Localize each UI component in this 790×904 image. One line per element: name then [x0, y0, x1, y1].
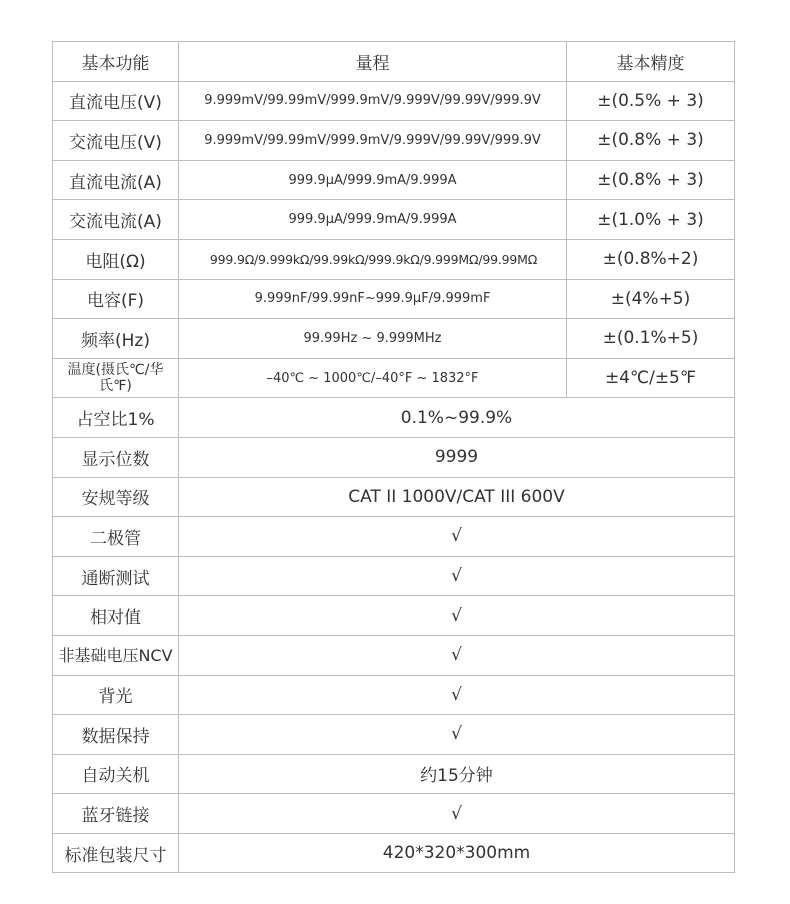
- header-range: 量程: [179, 42, 567, 82]
- check-mark: √: [179, 635, 735, 675]
- function-name: 频率(Hz): [53, 319, 179, 359]
- feature-name: 自动关机: [53, 754, 179, 794]
- table-row: [53, 160, 735, 200]
- table-row: [53, 754, 735, 794]
- table-row: [53, 437, 735, 477]
- accuracy-value: ±(1.0% + 3): [567, 200, 735, 240]
- feature-name: 蓝牙链接: [53, 794, 179, 834]
- feature-name: 相对值: [53, 596, 179, 636]
- check-mark: √: [179, 794, 735, 834]
- table-row: [53, 200, 735, 240]
- table-row: [53, 477, 735, 517]
- range-value: 9.999mV/99.99mV/999.9mV/9.999V/99.99V/999.9V: [179, 121, 567, 161]
- accuracy-value: ±(4%+5): [567, 279, 735, 319]
- function-name: 直流电压(V): [53, 81, 179, 121]
- feature-value: 420*320*300mm: [179, 833, 735, 873]
- table-row: [53, 81, 735, 121]
- check-mark: √: [179, 556, 735, 596]
- feature-value: 9999: [179, 437, 735, 477]
- feature-value: 0.1%~99.9%: [179, 398, 735, 438]
- table-row: [53, 358, 735, 398]
- accuracy-value: ±(0.5% + 3): [567, 81, 735, 121]
- feature-name: 标准包装尺寸: [53, 833, 179, 873]
- table-row: [53, 635, 735, 675]
- feature-name: 安规等级: [53, 477, 179, 517]
- accuracy-value: ±(0.8% + 3): [567, 160, 735, 200]
- function-name: 直流电流(A): [53, 160, 179, 200]
- range-value: 99.99Hz ~ 9.999MHz: [179, 319, 567, 359]
- function-name: 交流电流(A): [53, 200, 179, 240]
- header-function: 基本功能: [53, 42, 179, 82]
- function-name: 电阻(Ω): [53, 239, 179, 279]
- range-value: 999.9μA/999.9mA/9.999A: [179, 200, 567, 240]
- table-row: [53, 279, 735, 319]
- range-value: 999.9Ω/9.999kΩ/99.99kΩ/999.9kΩ/9.999MΩ/99.99MΩ: [179, 239, 567, 279]
- accuracy-value: ±4℃/±5℉: [567, 358, 735, 398]
- range-value: 9.999mV/99.99mV/999.9mV/9.999V/99.99V/999.9V: [179, 81, 567, 121]
- feature-name: 占空比1%: [53, 398, 179, 438]
- range-value: 999.9μA/999.9mA/9.999A: [179, 160, 567, 200]
- check-mark: √: [179, 675, 735, 715]
- table-row: [53, 715, 735, 755]
- header-row: [53, 42, 735, 82]
- table-row: [53, 556, 735, 596]
- table-row: [53, 675, 735, 715]
- table-row: [53, 596, 735, 636]
- range-value: 9.999nF/99.99nF~999.9μF/9.999mF: [179, 279, 567, 319]
- check-mark: √: [179, 596, 735, 636]
- function-name: 温度(摄氏℃/华氏℉): [53, 358, 179, 398]
- feature-name: 数据保持: [53, 715, 179, 755]
- feature-name: 背光: [53, 675, 179, 715]
- feature-name: 二极管: [53, 517, 179, 557]
- table-row: [53, 239, 735, 279]
- feature-name: 非基础电压NCV: [53, 635, 179, 675]
- table-row: [53, 517, 735, 557]
- table-row: [53, 319, 735, 359]
- table-row: [53, 794, 735, 834]
- function-name: 交流电压(V): [53, 121, 179, 161]
- function-name: 电容(F): [53, 279, 179, 319]
- accuracy-value: ±(0.8% + 3): [567, 121, 735, 161]
- feature-name: 显示位数: [53, 437, 179, 477]
- check-mark: √: [179, 517, 735, 557]
- feature-name: 通断测试: [53, 556, 179, 596]
- feature-value: CAT II 1000V/CAT III 600V: [179, 477, 735, 517]
- range-value: –40℃ ~ 1000℃/–40°F ~ 1832°F: [179, 358, 567, 398]
- accuracy-value: ±(0.8%+2): [567, 239, 735, 279]
- accuracy-value: ±(0.1%+5): [567, 319, 735, 359]
- check-mark: √: [179, 715, 735, 755]
- table-row: [53, 833, 735, 873]
- spec-table: [52, 41, 735, 873]
- feature-value: 约15分钟: [179, 754, 735, 794]
- table-row: [53, 121, 735, 161]
- header-accuracy: 基本精度: [567, 42, 735, 82]
- table-row: [53, 398, 735, 438]
